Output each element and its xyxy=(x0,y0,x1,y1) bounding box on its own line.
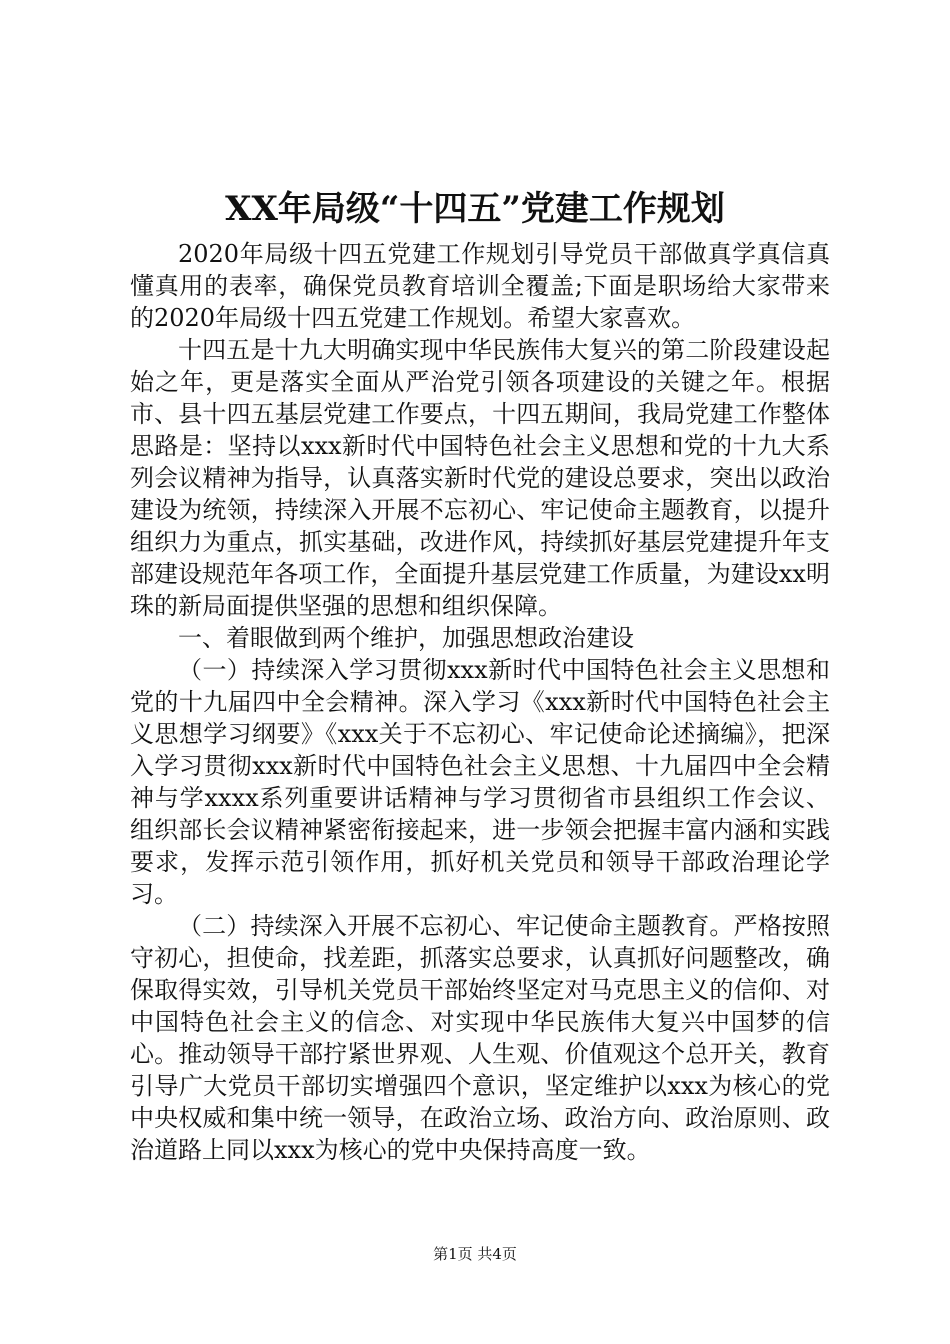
paragraph-overview: 十四五是十九大明确实现中华民族伟大复兴的第二阶段建设起始之年，更是落实全面从严治党引领各项建设的关键之年。根据市、县十四五基层党建工作要点，十四五期间，我局党建工作整体思路是：坚持以xxx新时代中国特色社会主义思想和党的十九大系列会议精神为指导，认真落实新时代党的建设总要求，突出以政治建设为统领，持续深入开展不忘初心、牢记使命主题教育，以提升组织力为重点，抓实基础，改进作风，持续抓好基层党建提升年支部建设规范年各项工作，全面提升基层党建工作质量，为建设xx明珠的新局面提供坚强的思想和组织保障。 xyxy=(130,336,830,620)
paragraph-item-2: （二）持续深入开展不忘初心、牢记使命主题教育。严格按照守初心，担使命，找差距，抓落实总要求，认真抓好问题整改，确保取得实效，引导机关党员干部始终坚定对马克思主义的信仰、对中国特色社会主义的信念、对实现中华民族伟大复兴中国梦的信心。推动领导干部拧紧世界观、人生观、价值观这个总开关，教育引导广大党员干部切实增强四个意识，坚定维护以xxx为核心的党中央权威和集中统一领导，在政治立场、政治方向、政治原则、政治道路上同以xxx为核心的党中央保持高度一致。 xyxy=(130,912,830,1164)
paragraph-intro: 2020年局级十四五党建工作规划引导党员干部做真学真信真懂真用的表率，确保党员教育培训全覆盖;下面是职场给大家带来的2020年局级十四五党建工作规划。希望大家喜欢。 xyxy=(130,240,830,332)
document-title: XX年局级“十四五”党建工作规划 xyxy=(225,189,725,229)
section-heading-1: 一、着眼做到两个维护，加强思想政治建设 xyxy=(178,624,634,652)
page-number-footer: 第1页 共4页 xyxy=(433,1245,517,1263)
document-body xyxy=(130,238,830,1166)
paragraph-item-1: （一）持续深入学习贯彻xxx新时代中国特色社会主义思想和党的十九届四中全会精神。深入学习《xxx新时代中国特色社会主义思想学习纲要》《xxx关于不忘初心、牢记使命论述摘编》，把深入学习贯彻xxx新时代中国特色社会主义思想、十九届四中全会精神与学xxxx系列重要讲话精神与学习贯彻省市县组织工作会议、组织部长会议精神紧密衔接起来，进一步领会把握丰富内涵和实践要求，发挥示范引领作用，抓好机关党员和领导干部政治理论学习。 xyxy=(130,656,830,908)
